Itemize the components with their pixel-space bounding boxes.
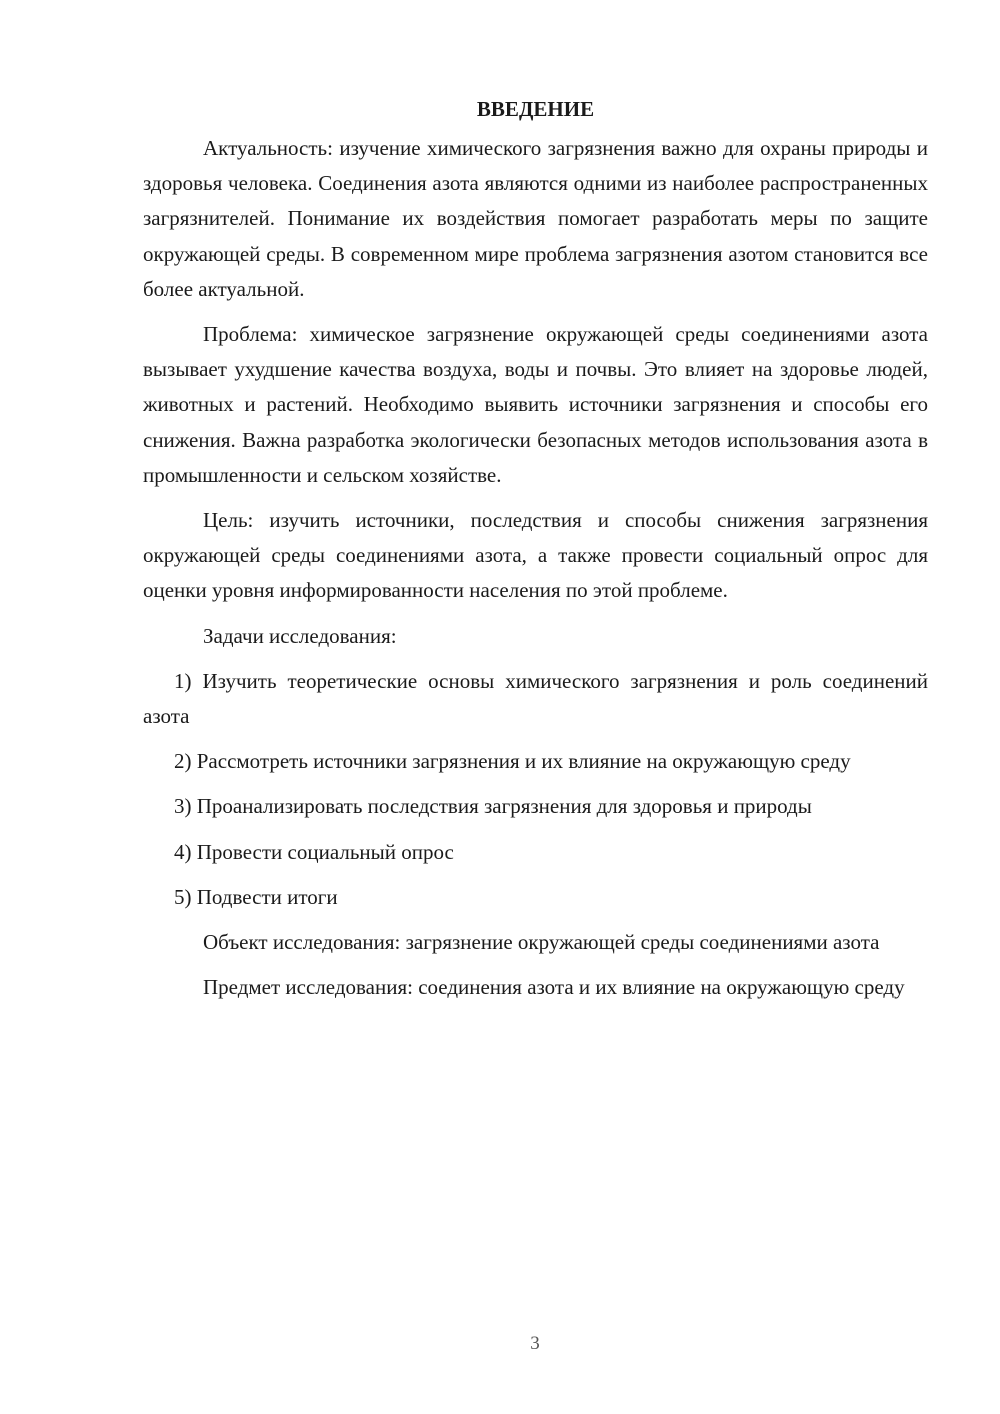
problem-paragraph: Проблема: химическое загрязнение окружающей среды соединениями азота вызывает ухудшение качества воздуха, воды и почвы. Это влияет на здоровье людей, животных и растений. Необходимо выявить источники загрязнения и способы его снижения. Важна разработка экологически безопасных методов использования азота в промышленности и сельском хозяйстве.	[143, 322, 928, 487]
task-item-2: 2) Рассмотреть источники загрязнения и их влияние на окружающую среду	[174, 749, 851, 774]
research-subject-paragraph: Предмет исследования: соединения азота и их влияние на окружающую среду	[203, 975, 905, 1000]
goal-paragraph: Цель: изучить источники, последствия и способы снижения загрязнения окружающей среды соединениями азота, а также провести социальный опрос для оценки уровня информированности населения по этой проблеме.	[143, 508, 928, 603]
section-heading: ВВЕДЕНИЕ	[476, 97, 595, 121]
relevance-paragraph: Актуальность: изучение химического загрязнения важно для охраны природы и здоровья человека. Соединения азота являются одними из наиболее распространенных загрязнителей. Понимание их воздействия помогает разработать меры по защите окружающей среды. В современном мире проблема загрязнения азотом становится все более актуальной.	[143, 136, 928, 301]
document-page	[143, 92, 928, 1015]
research-object-paragraph: Объект исследования: загрязнение окружающей среды соединениями азота	[203, 930, 880, 955]
tasks-heading: Задачи исследования:	[203, 623, 397, 648]
task-item-3: 3) Проанализировать последствия загрязнения для здоровья и природы	[174, 794, 812, 819]
task-item-4: 4) Провести социальный опрос	[174, 839, 454, 864]
page-number: 3	[530, 1333, 540, 1354]
task-item-5: 5) Подвести итоги	[174, 884, 338, 909]
task-item-1: 1) Изучить теоретические основы химического загрязнения и роль соединений азота	[143, 668, 928, 729]
